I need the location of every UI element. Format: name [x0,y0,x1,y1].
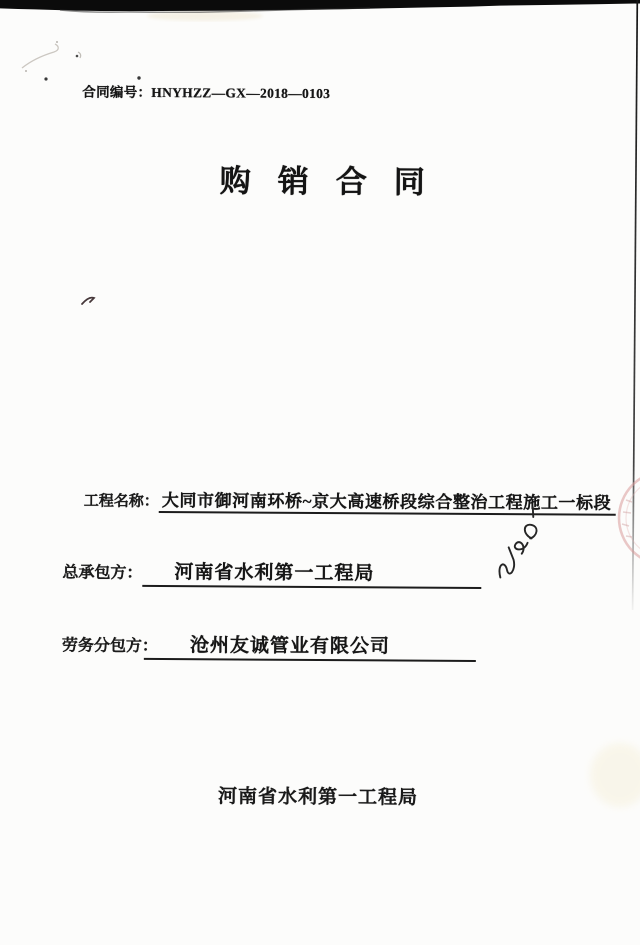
labor-subcontractor-underline [144,630,476,662]
field-project-name [84,486,617,514]
document-title: 购销合同 [219,163,452,200]
project-name-value: 大同市御河南环桥~京大高速桥段综合整治工程施工一标段 [159,491,617,516]
general-contractor-label: 总承包方： [62,564,143,582]
field-labor-subcontractor [62,629,476,662]
labor-subcontractor-label: 劳务分包方： [61,637,158,656]
labor-subcontractor-value: 沧州友诚管业有限公司 [189,635,391,658]
field-general-contractor [62,556,481,589]
general-contractor-value: 河南省水利第一工程局 [174,562,375,585]
general-contractor-underline [142,557,481,589]
contract-number-value: HNYHZZ—GX—2018—0103 [151,84,331,102]
footer-organization: 河南省水利第一工程局 [217,786,419,809]
contract-number-label: 合同编号： [82,84,152,100]
project-name-label: 工程名称： [83,493,159,511]
contract-number-line [82,81,330,103]
